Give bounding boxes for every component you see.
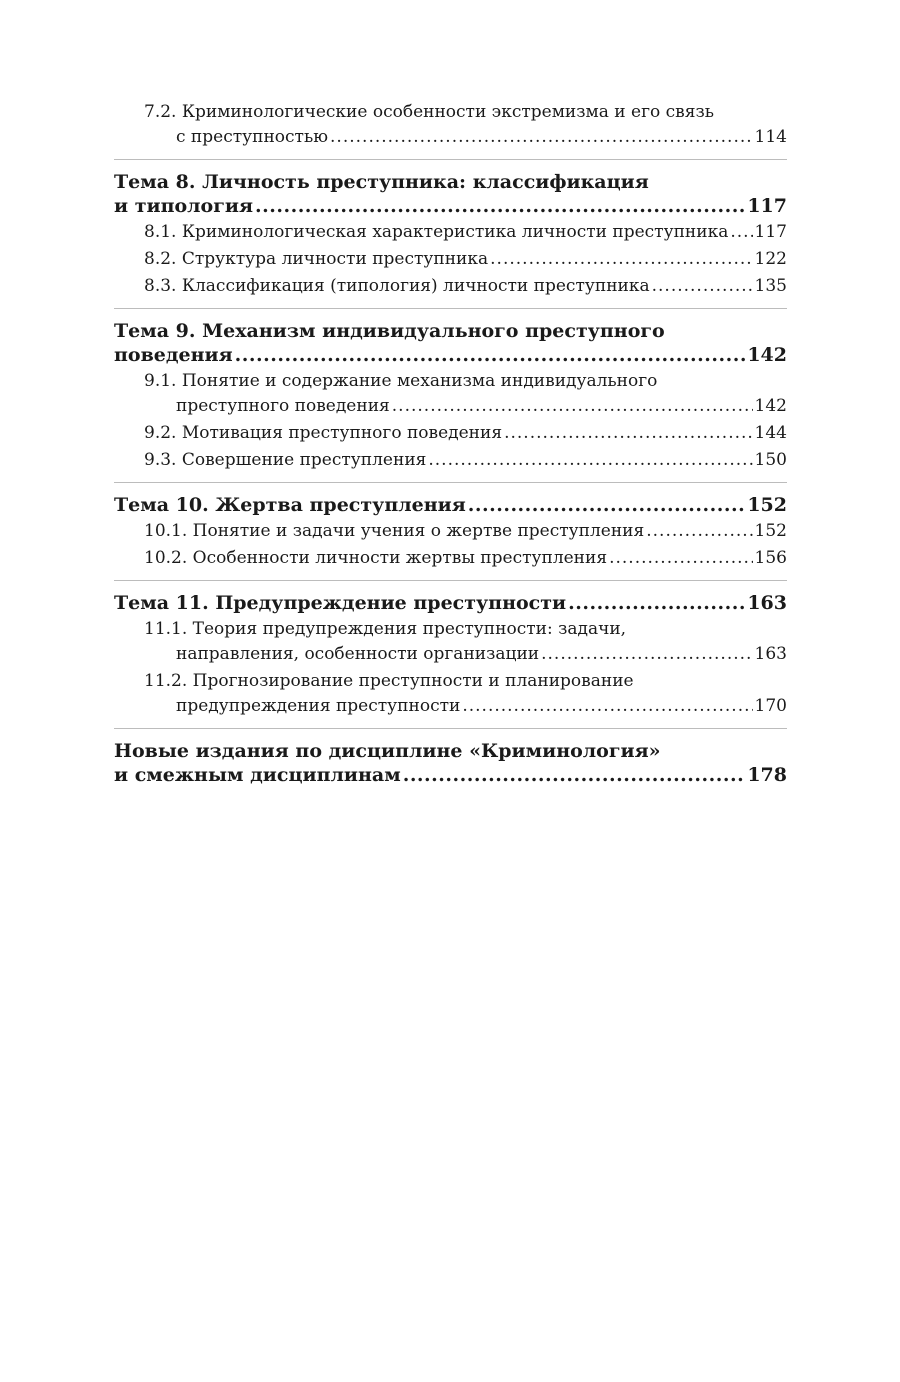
toc-entry-10-1: [114, 519, 787, 544]
toc-entry-title-cont: направления, особенности организации: [176, 644, 540, 664]
toc-new-editions: [114, 739, 787, 787]
toc-entry-title: 7.2. Криминологические особенности экстремизма и его связь: [144, 102, 714, 122]
toc-topic-title: Тема 10. Жертва преступления: [114, 494, 466, 516]
toc-entry-title: 8.1. Криминологическая характеристика личности преступника: [144, 222, 729, 242]
toc-topic-11: [114, 591, 787, 615]
toc-entry-9-2: [114, 421, 787, 446]
toc-entry-7-2: [114, 100, 787, 150]
page-number: 142: [747, 344, 787, 366]
toc-entry-title: 8.2. Структура личности преступника: [144, 249, 489, 269]
toc-topic-title-cont: поведения: [114, 344, 233, 366]
toc-topic-title: Тема 9. Механизм индивидуального преступного: [114, 320, 665, 342]
toc-entry-line: [114, 394, 787, 419]
toc-topic-title: Тема 11. Предупреждение преступности: [114, 592, 567, 614]
dot-leader: [462, 694, 752, 719]
page-number: 142: [754, 396, 787, 416]
toc-topic-title-cont: и типология: [114, 195, 253, 217]
section-divider: [114, 482, 787, 483]
toc-entry-title: 11.2. Прогнозирование преступности и планирование: [144, 671, 634, 691]
page-number: 144: [754, 423, 787, 443]
toc-entry-line: [114, 694, 787, 719]
page-number: 117: [747, 195, 787, 217]
toc-topic-line: [114, 493, 787, 517]
toc-entry-11-2: [114, 669, 787, 719]
toc-topic-8: [114, 170, 787, 218]
toc-entry-title-cont: с преступностью: [176, 127, 329, 147]
toc-topic-line: [114, 763, 787, 787]
dot-leader: [235, 343, 746, 367]
toc-entry-title: 10.1. Понятие и задачи учения о жертве преступления: [144, 521, 645, 541]
toc-entry-11-1: [114, 617, 787, 667]
page-number: 117: [754, 222, 787, 242]
dot-leader: [468, 493, 746, 517]
dot-leader: [541, 642, 752, 667]
dot-leader: [330, 125, 753, 150]
page-number: 152: [754, 521, 787, 541]
toc-entry-title: 9.3. Совершение преступления: [144, 450, 427, 470]
page-number: 152: [747, 494, 787, 516]
toc-entry-title-cont: преступного поведения: [176, 396, 390, 416]
dot-leader: [392, 394, 753, 419]
section-divider: [114, 308, 787, 309]
section-divider: [114, 728, 787, 729]
page-number: 178: [747, 764, 787, 786]
page-number: 156: [754, 548, 787, 568]
toc-entry-line: [114, 220, 787, 245]
section-divider: [114, 580, 787, 581]
toc-entry-8-3: [114, 274, 787, 299]
toc-entry-title: 10.2. Особенности личности жертвы преступления: [144, 548, 608, 568]
toc-entry-title: 8.3. Классификация (типология) личности преступника: [144, 276, 650, 296]
section-divider: [114, 159, 787, 160]
page-number: 150: [754, 450, 787, 470]
toc-topic-line: [114, 591, 787, 615]
toc-entry-8-2: [114, 247, 787, 272]
dot-leader: [568, 591, 745, 615]
toc-entry-line: [114, 247, 787, 272]
toc-entry-9-3: [114, 448, 787, 473]
toc-entry-line: [114, 642, 787, 667]
toc-topic-title-cont: и смежным дисциплинам: [114, 764, 401, 786]
dot-leader: [255, 194, 745, 218]
toc-topic-line: [114, 194, 787, 218]
page-number: 163: [754, 644, 787, 664]
dot-leader: [490, 247, 752, 272]
toc-topic-title: Новые издания по дисциплине «Криминология»: [114, 740, 661, 762]
page-number: 163: [747, 592, 787, 614]
toc-entry-title: 9.1. Понятие и содержание механизма индивидуального: [144, 371, 658, 391]
toc-entry-line: [114, 125, 787, 150]
page-number: 114: [754, 127, 787, 147]
dot-leader: [504, 421, 752, 446]
toc-entry-line: [114, 274, 787, 299]
dot-leader: [403, 763, 746, 787]
dot-leader: [428, 448, 752, 473]
toc-entry-line: [114, 546, 787, 571]
dot-leader: [652, 274, 753, 299]
page-number: 170: [754, 696, 787, 716]
page-number: 122: [754, 249, 787, 269]
dot-leader: [609, 546, 752, 571]
toc-entry-title-cont: предупреждения преступности: [176, 696, 461, 716]
dot-leader: [730, 220, 752, 245]
toc-topic-line: [114, 343, 787, 367]
toc-entry-line: [114, 448, 787, 473]
dot-leader: [646, 519, 752, 544]
table-of-contents: [114, 100, 787, 789]
toc-entry-title: 11.1. Теория предупреждения преступности: задачи,: [144, 619, 627, 639]
page-number: 135: [754, 276, 787, 296]
toc-topic-9: [114, 319, 787, 367]
toc-entry-9-1: [114, 369, 787, 419]
toc-entry-10-2: [114, 546, 787, 571]
toc-topic-title: Тема 8. Личность преступника: классификация: [114, 171, 649, 193]
toc-entry-line: [114, 421, 787, 446]
toc-topic-10: [114, 493, 787, 517]
toc-entry-line: [114, 519, 787, 544]
toc-entry-8-1: [114, 220, 787, 245]
toc-entry-title: 9.2. Мотивация преступного поведения: [144, 423, 503, 443]
